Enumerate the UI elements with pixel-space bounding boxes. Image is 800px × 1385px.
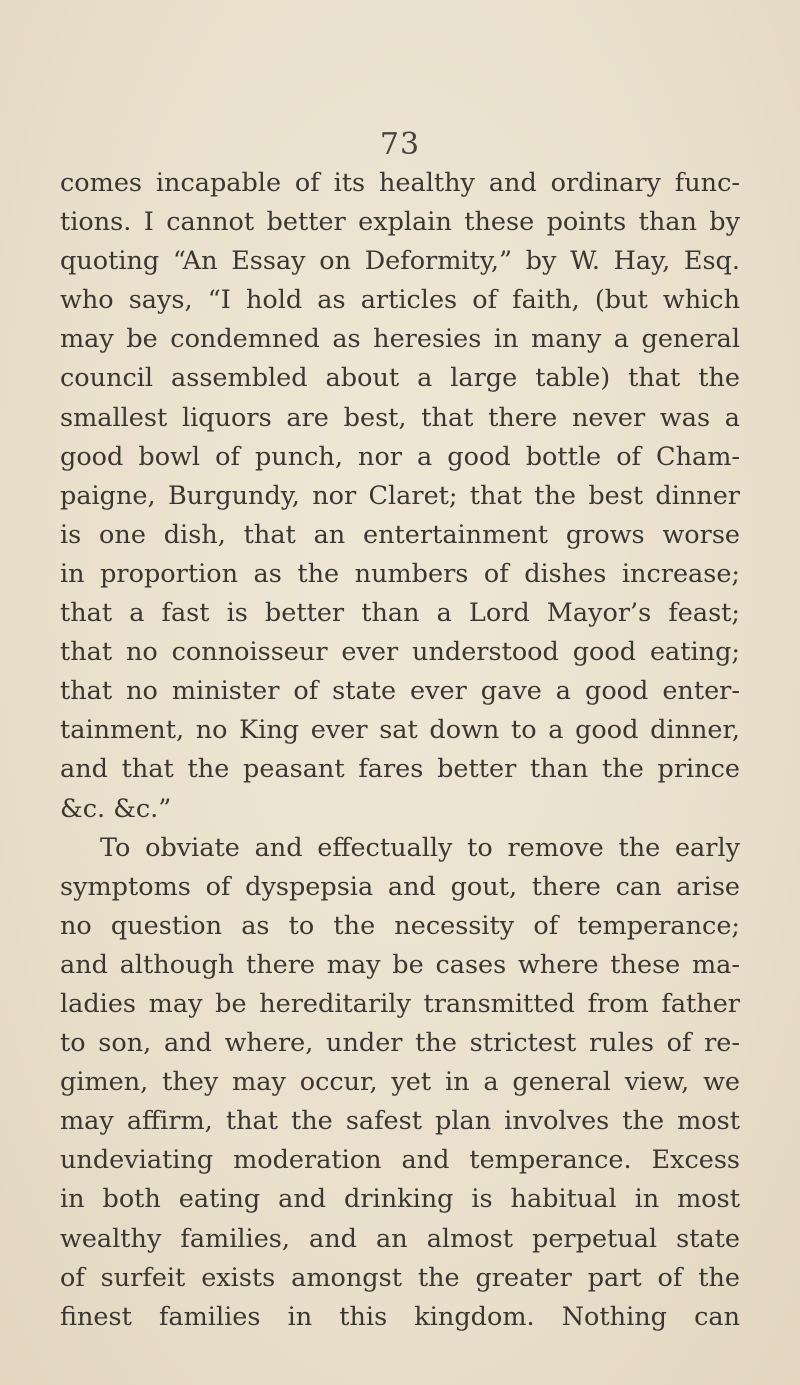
text-line: wealthy families, and an almost perpetual state <box>60 1223 740 1254</box>
text-line: &c. &c.” <box>60 793 172 824</box>
text-line: who says, “I hold as articles of faith, (but which <box>60 285 740 316</box>
text-line: that no connoisseur ever understood good eating; <box>60 637 740 668</box>
text-line: symptoms of dyspepsia and gout, there can arise <box>60 871 740 902</box>
body-text <box>60 164 740 1337</box>
page-number: 73 <box>379 127 421 162</box>
text-line: to son, and where, under the strictest rules of re- <box>60 1028 740 1059</box>
text-line: that no minister of state ever gave a good enter- <box>60 676 740 707</box>
text-line: no question as to the necessity of temperance; <box>60 910 740 941</box>
text-line: finest families in this kingdom. Nothing can <box>60 1301 740 1332</box>
text-line: comes incapable of its healthy and ordinary func- <box>60 168 740 198</box>
text-line: paigne, Burgundy, nor Claret; that the best dinner <box>60 480 740 511</box>
text-line: good bowl of punch, nor a good bottle of Cham- <box>60 441 740 472</box>
text-line: in both eating and drinking is habitual in most <box>60 1184 740 1215</box>
text-line: council assembled about a large table) that the <box>60 363 740 394</box>
text-line: ladies may be hereditarily transmitted from father <box>60 988 740 1019</box>
text-line: tions. I cannot better explain these points than by <box>60 207 740 238</box>
text-line: may be condemned as heresies in many a general <box>60 324 740 355</box>
text-line-paragraph-start: To obviate and effectually to remove the early <box>100 832 740 863</box>
text-line: is one dish, that an entertainment grows worse <box>60 519 740 550</box>
text-line: quoting “An Essay on Deformity,” by W. Hay, Esq. <box>60 246 740 277</box>
text-line: may affirm, that the safest plan involves the most <box>60 1106 740 1137</box>
text-line: in proportion as the numbers of dishes increase; <box>60 558 740 589</box>
text-line: and that the peasant fares better than the prince <box>60 754 740 785</box>
text-line: of surfeit exists amongst the greater part of the <box>60 1262 740 1293</box>
text-line: tainment, no King ever sat down to a good dinner, <box>60 715 740 746</box>
text-line: that a fast is better than a Lord Mayor’s feast; <box>60 598 740 629</box>
text-line: gimen, they may occur, yet in a general view, we <box>60 1067 740 1098</box>
text-line: and although there may be cases where these ma- <box>60 949 740 980</box>
text-line: undeviating moderation and temperance. Excess <box>60 1145 740 1176</box>
text-line: smallest liquors are best, that there never was a <box>60 402 740 433</box>
